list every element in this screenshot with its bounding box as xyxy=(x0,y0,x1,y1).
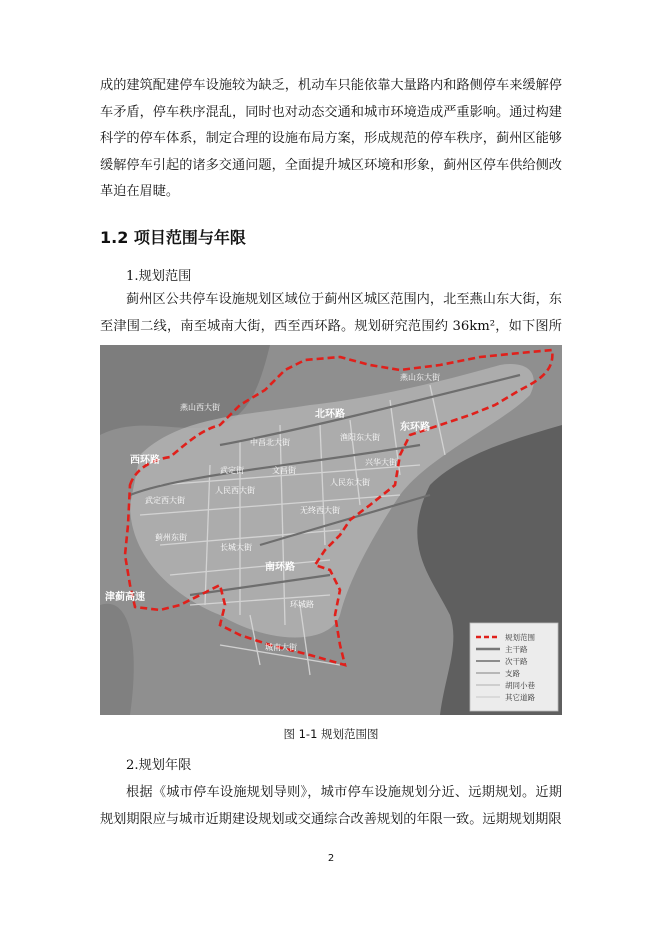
label-huancheng: 环城路 xyxy=(290,600,314,609)
item1-title: 1.规划范围 xyxy=(126,269,192,284)
label-chengnan: 城南大街 xyxy=(265,643,297,652)
label-donghuan: 东环路 xyxy=(400,422,430,433)
label-nanhuan: 南环路 xyxy=(265,562,295,573)
label-changcheng: 长城大街 xyxy=(220,543,252,552)
label-yanshan-east: 燕山东大街 xyxy=(400,373,440,382)
label-beihuan: 北环路 xyxy=(315,409,345,420)
legend-arterial: 主干路 xyxy=(505,645,528,654)
legend-branch: 支路 xyxy=(505,669,520,678)
label-wuding: 武定街 xyxy=(220,466,244,475)
legend-boundary: 规划范围 xyxy=(505,633,535,642)
label-zhongchang: 中昌北大街 xyxy=(250,438,290,447)
section-heading: 1.2 项目范围与年限 xyxy=(100,228,246,247)
label-wuding-west: 武定西大街 xyxy=(145,496,185,505)
label-yanshan-west: 燕山西大街 xyxy=(180,403,220,412)
map-legend xyxy=(470,623,558,711)
item2-paragraph: 根据《城市停车设施规划导则》，城市停车设施规划分近、远期规划。近期规划期限应与城市近期建设规划或交通综合改善规划的年限一致。远期规划期限 xyxy=(100,785,562,827)
page-number: 2 xyxy=(327,853,335,864)
intro-paragraph: 成的建筑配建停车设施较为缺乏，机动车只能依靠大量路内和路侧停车来缓解停车矛盾，停车秩序混乱，同时也对动态交通和城市环境造成严重影响。通过构建科学的停车体系，制定合理的设施布局方案，形成规范的停车秩序，蓟州区能够缓解停车引起的诸多交通问题，全面提升城区环境和形象，蓟州区停车供给侧改革迫在眉睫。 xyxy=(100,78,562,200)
label-yuyang: 渔阳东大街 xyxy=(340,433,380,442)
figure-caption: 图 1-1 规划范围图 xyxy=(283,727,379,741)
label-wenchang: 文昌街 xyxy=(272,466,296,475)
legend-secondary: 次干路 xyxy=(505,657,528,666)
item2-title: 2.规划年限 xyxy=(126,758,192,773)
item1-paragraph: 蓟州区公共停车设施规划区域位于蓟州区城区范围内，北至燕山东大街，东至津围二线，南至城南大街，西至西环路。规划研究范围约 36km²，如下图所 xyxy=(100,292,562,334)
label-jizhou: 蓟州东街 xyxy=(155,533,187,542)
label-xihuan: 西环路 xyxy=(130,455,160,466)
planning-scope-map xyxy=(100,345,562,715)
label-xinghua: 兴华大街 xyxy=(365,458,397,467)
label-renmin-west: 人民西大街 xyxy=(215,486,255,495)
label-jinwei: 津蓟高速 xyxy=(105,592,145,603)
label-wujing: 无终西大街 xyxy=(300,506,340,515)
legend-other: 其它道路 xyxy=(505,693,535,702)
label-renmin-east: 人民东大街 xyxy=(330,478,370,487)
legend-alley: 胡同小巷 xyxy=(505,681,535,690)
